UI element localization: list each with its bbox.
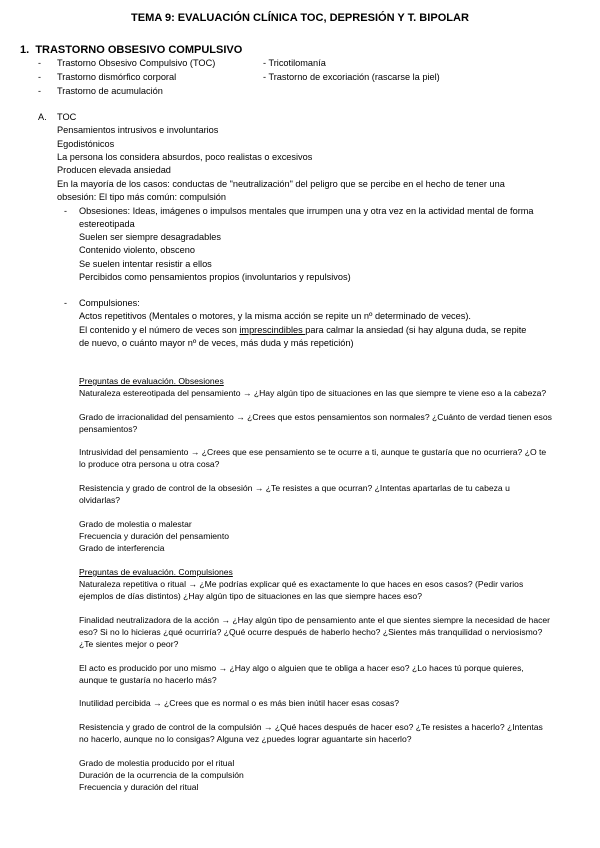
text-line: Compulsiones: bbox=[79, 298, 140, 308]
section-title: TRASTORNO OBSESIVO COMPULSIVO bbox=[35, 44, 243, 56]
text-span: El contenido y el número de veces son bbox=[79, 325, 240, 335]
subsection-title: TOC bbox=[57, 112, 77, 122]
list-item: Trastorno Obsesivo Compulsivo (TOC) bbox=[57, 58, 216, 68]
text-line: Egodistónicos bbox=[57, 139, 115, 149]
subsection-letter: A. bbox=[38, 112, 47, 122]
text-line: obsesión: El tipo más común: compulsión bbox=[57, 192, 227, 202]
list-item: Contenido violento, obsceno bbox=[79, 245, 195, 255]
text-line: Naturaleza repetitiva o ritual → ¿Me podrías explicar qué es exactamente lo que haces en esos casos? (Pedir varios bbox=[79, 579, 524, 589]
text-line: Frecuencia y duración del pensamiento bbox=[79, 531, 230, 541]
text-line: lo produce otra persona u otra cosa? bbox=[79, 459, 220, 469]
text-line: Grado de molestia o malestar bbox=[79, 519, 192, 529]
text-line: Grado de interferencia bbox=[79, 543, 165, 553]
text-line: Duración de la ocurrencia de la compulsión bbox=[79, 770, 244, 780]
text-line: ¿Te sientes mejor o peor? bbox=[79, 639, 179, 649]
text-line: Producen elevada ansiedad bbox=[57, 165, 171, 175]
list-item: Suelen ser siempre desagradables bbox=[79, 232, 221, 242]
text-line: Frecuencia y duración del ritual bbox=[79, 782, 199, 792]
eval-heading: Preguntas de evaluación. Obsesiones bbox=[79, 376, 224, 386]
text-line: Grado de molestia producido por el ritual bbox=[79, 758, 235, 768]
text-line: Actos repetitivos (Mentales o motores, y la misma acción se repite un nº determinado de veces). bbox=[79, 311, 471, 321]
list-item: - Tricotilomanía bbox=[263, 58, 326, 68]
text-line: no hacerlo, aunque no lo consigas? Alguna vez ¿puedes lograr aguantarte sin hacerlo? bbox=[79, 734, 412, 744]
list-item: - Trastorno de excoriación (rascarse la piel) bbox=[263, 72, 440, 82]
text-line: de nuevo, o cuánto mayor nº de veces, más duda y más repetición) bbox=[79, 338, 354, 348]
text-line: El acto es producido por uno mismo → ¿Hay algo o alguien que te obliga a hacer eso? ¿Lo haces tú porque quieres, bbox=[79, 663, 524, 673]
text-line: En la mayoría de los casos: conductas de "neutralización" del peligro que se percibe en el hecho de tener una bbox=[57, 179, 505, 189]
list-item: Trastorno de acumulación bbox=[57, 86, 163, 96]
bullet-dash: - bbox=[64, 298, 67, 308]
text-line: Inutilidad percibida → ¿Crees que es normal o es más bien inútil hacer esas cosas? bbox=[79, 698, 400, 708]
section-number: 1. bbox=[20, 44, 30, 56]
text-line bbox=[79, 324, 526, 337]
text-line: Pensamientos intrusivos e involuntarios bbox=[57, 125, 219, 135]
section-heading bbox=[20, 44, 242, 56]
text-line: La persona los considera absurdos, poco realistas o excesivos bbox=[57, 152, 313, 162]
eval-heading: Preguntas de evaluación. Compulsiones bbox=[79, 567, 233, 577]
underlined-text: imprescindibles bbox=[239, 325, 306, 335]
bullet-dash: - bbox=[38, 86, 41, 96]
bullet-dash: - bbox=[64, 206, 67, 216]
bullet-dash: - bbox=[38, 58, 41, 68]
list-item: Percibidos como pensamientos propios (involuntarios y repulsivos) bbox=[79, 272, 351, 282]
list-item: Se suelen intentar resistir a ellos bbox=[79, 259, 212, 269]
page-title: TEMA 9: EVALUACIÓN CLÍNICA TOC, DEPRESIÓN Y T. BIPOLAR bbox=[131, 12, 469, 24]
text-line: Resistencia y grado de control de la obsesión → ¿Te resistes a que ocurran? ¿Intentas apartarlas de tu cabeza u bbox=[79, 483, 510, 493]
text-line: Finalidad neutralizadora de la acción → ¿Hay algún tipo de pensamiento ante el que sientes siempre la necesidad de hacer bbox=[79, 615, 551, 625]
text-line: estereotipada bbox=[79, 219, 135, 229]
text-line: Obsesiones: Ideas, imágenes o impulsos mentales que irrumpen una y otra vez en la actividad mental de forma bbox=[79, 206, 534, 216]
text-line: Grado de irracionalidad del pensamiento → ¿Crees que estos pensamientos son normales? ¿Cuánto de verdad tienen esos bbox=[79, 412, 552, 422]
text-line: Naturaleza estereotipada del pensamiento → ¿Hay algún tipo de situaciones en las que siempre te viene eso a la cabeza? bbox=[79, 388, 547, 398]
text-line: olvidarlas? bbox=[79, 495, 121, 505]
bullet-dash: - bbox=[38, 72, 41, 82]
text-line: Resistencia y grado de control de la compulsión → ¿Qué haces después de hacer eso? ¿Te resistes a hacerlo? ¿Intentas bbox=[79, 722, 543, 732]
text-span: para calmar la ansiedad (si hay alguna duda, se repite bbox=[305, 325, 527, 335]
text-line: Intrusividad del pensamiento → ¿Crees que ese pensamiento se te ocurre a ti, aunque te gustaría que no ocurriera? ¿O te bbox=[79, 447, 547, 457]
list-item: Trastorno dismórfico corporal bbox=[57, 72, 177, 82]
text-line: pensamientos? bbox=[79, 424, 138, 434]
text-line: aunque te gustaría no hacerlo más? bbox=[79, 675, 217, 685]
text-line: eso? Si no lo hicieras ¿qué ocurriría? ¿Qué ocurre después de haberlo hecho? ¿Sientes más tranquilidad o nerviosismo? bbox=[79, 627, 543, 637]
text-line: ejemplos de días distintos) ¿Hay algún tipo de situaciones en las que siempre haces eso? bbox=[79, 591, 422, 601]
